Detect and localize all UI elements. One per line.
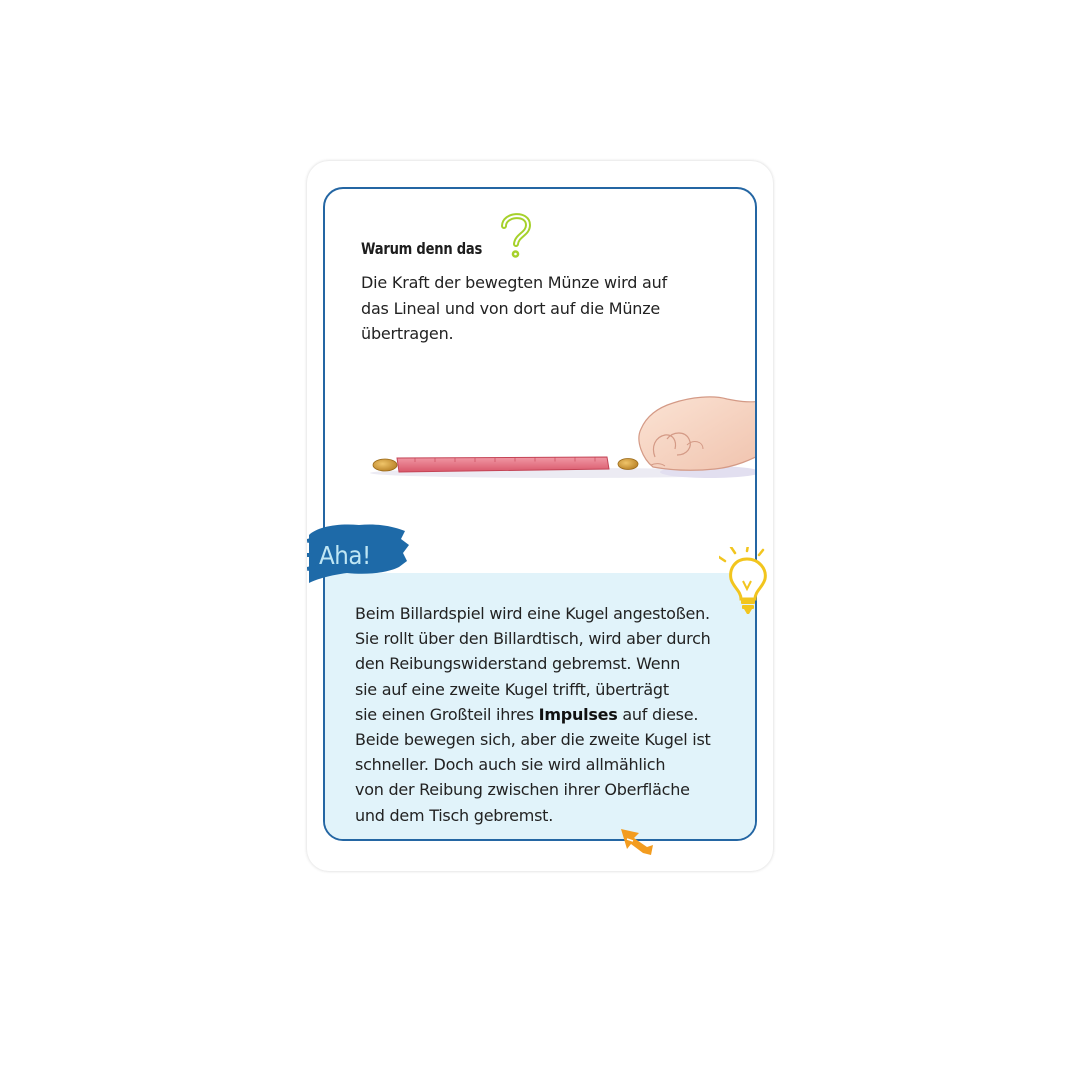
experiment-card [307,161,773,871]
aha-line: schneller. Doch auch sie wird allmählich [355,755,666,775]
aha-line: sie auf eine zweite Kugel trifft, überträgt [355,679,669,699]
why-line: Die Kraft der bewegten Münze wird auf [361,273,668,292]
aha-line: Sie rollt über den Billardtisch, wird aber durch [355,629,711,649]
impulse-keyword: Impulses [538,704,618,724]
aha-line: von der Reibung zwischen ihrer Oberfläche [355,780,690,800]
aha-line: Beide bewegen sich, aber die zweite Kugel ist [355,730,711,750]
why-heading: Warum denn das [361,239,483,258]
coin-right [618,459,638,470]
aha-explanation [355,601,750,828]
cursor-arrow-icon [617,825,657,861]
coin-left [373,459,397,471]
coin-ruler-illustration [355,389,757,519]
aha-line-end: auf diese. [617,704,699,724]
why-line: übertragen. [361,324,454,343]
aha-line: Beim Billardspiel wird eine Kugel angestoßen. [355,604,710,623]
why-explanation [361,270,721,347]
why-line: das Lineal und von dort auf die Münze [361,298,661,318]
aha-label: Aha! [319,541,371,570]
aha-line-start: sie einen Großteil ihres [355,704,539,724]
hand [639,397,757,470]
ruler [397,457,609,472]
aha-line: den Reibungswiderstand gebremst. Wenn [355,654,681,674]
question-mark-icon [495,209,535,261]
aha-line-impulse [355,702,750,727]
aha-line: und dem Tisch gebremst. [355,805,554,825]
